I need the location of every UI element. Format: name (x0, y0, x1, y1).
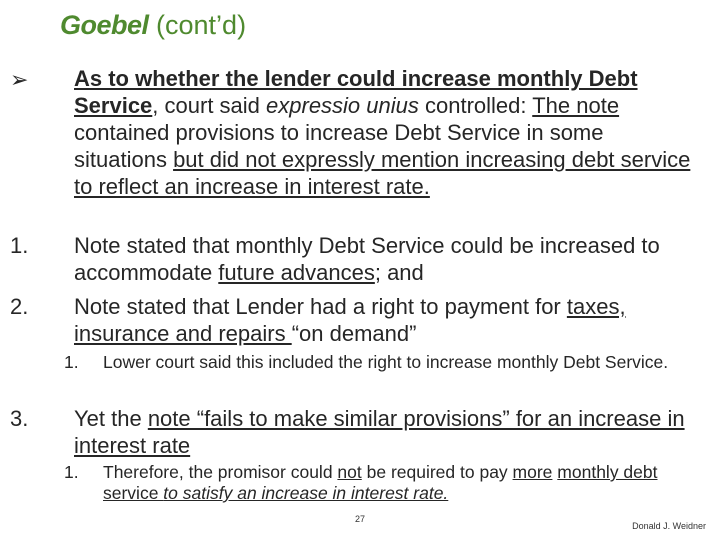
sub-list-number: 1. (64, 462, 79, 482)
list-item-text (74, 293, 694, 347)
text-run: more (512, 462, 553, 482)
text-run: not (337, 462, 362, 482)
arrow-item-text (74, 65, 694, 200)
title-suffix: (cont’d) (148, 10, 247, 40)
text-run: Therefore, the promisor could (103, 462, 338, 482)
text-run: Note stated that Lender had a right to payment for (74, 294, 567, 319)
author-name: Donald J. Weidner (632, 521, 706, 531)
list-number: 2. (10, 294, 29, 319)
sub-list-number: 1. (64, 352, 79, 372)
page-number: 27 (354, 514, 365, 524)
case-name: Goebel (60, 10, 149, 40)
text-run: Note stated that monthly Debt Service could be increased to accommodate (74, 233, 660, 285)
list-item-text (74, 232, 694, 286)
sub-list-item-text (103, 462, 703, 504)
text-run: note “fails to make similar provisions” for an increase in interest rate (74, 406, 685, 458)
list-number: 3. (10, 406, 29, 431)
text-run: “on demand” (291, 321, 417, 346)
slide-title (60, 10, 246, 41)
text-run: Lower court said this included the right to increase monthly Debt Service. (103, 352, 669, 372)
list-number: 1. (10, 233, 29, 258)
text-run: but did not expressly mention increasing debt service to reflect an increase in interest rate. (74, 147, 691, 199)
arrow-bullet-icon: ➢ (10, 67, 29, 92)
text-run: As to whether the lender could increase monthly Debt Service (74, 66, 638, 118)
text-run: to satisfy an increase in interest rate. (163, 483, 449, 503)
text-run: be required to pay (361, 462, 513, 482)
text-run: expressio unius (266, 93, 419, 118)
text-run: controlled: (418, 93, 533, 118)
list-item-text (74, 405, 694, 459)
text-run: The note (532, 93, 620, 118)
text-run: Yet the (74, 406, 148, 431)
sub-list-item-text (103, 352, 703, 373)
text-run: contained provisions to increase Debt Service in some situations (74, 120, 604, 172)
text-run: ; and (374, 260, 424, 285)
text-run: monthly debt service (103, 462, 658, 503)
text-run: , court said (152, 93, 267, 118)
text-run: future advances (218, 260, 375, 285)
text-run: taxes, insurance and repairs (74, 294, 626, 346)
